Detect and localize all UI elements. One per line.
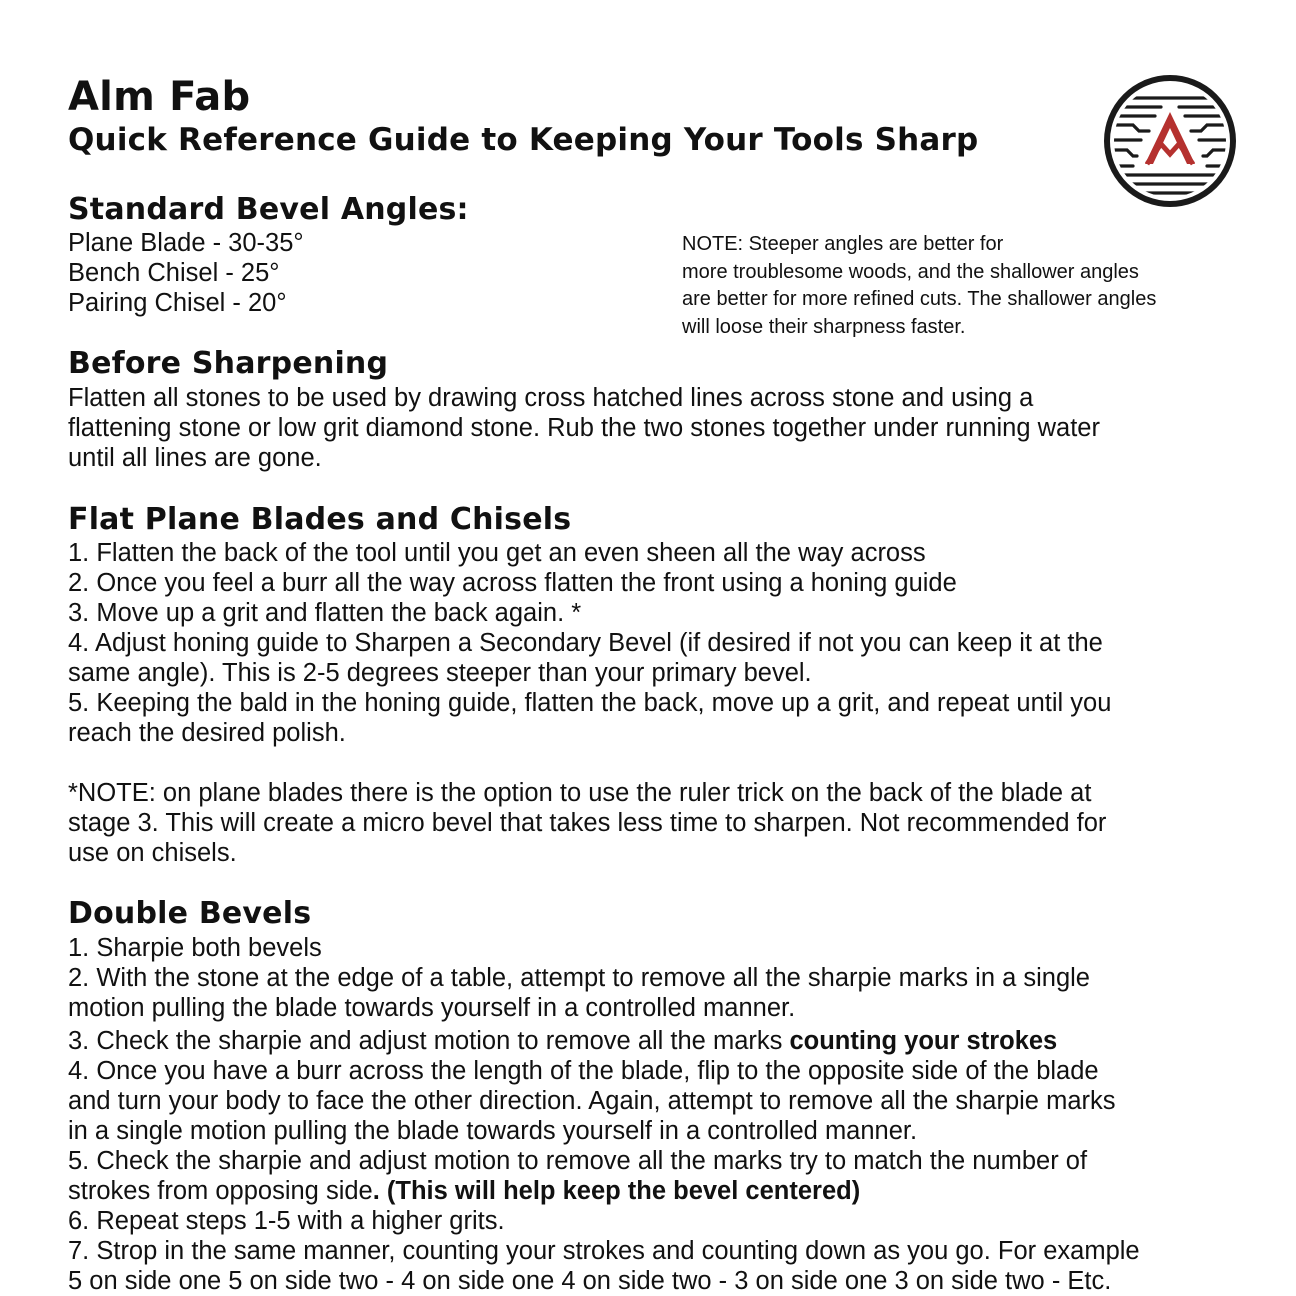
flat-blades-note xyxy=(68,778,1243,868)
step-text: strokes from opposing side xyxy=(68,1177,373,1205)
text-line: Flatten all stones to be used by drawing cross hatched lines across stone and using a xyxy=(68,384,1034,412)
step-line: 6. Repeat steps 1-5 with a higher grits. xyxy=(68,1207,505,1235)
before-sharpening-text xyxy=(68,383,1243,473)
step-line: 5. Check the sharpie and adjust motion to remove all the marks try to match the number of xyxy=(68,1147,1088,1175)
list-item: Plane Blade - 30-35° xyxy=(68,229,304,257)
brand-title: Alm Fab xyxy=(68,74,251,120)
step-line: 7. Strop in the same manner, counting your strokes and counting down as you go. For example xyxy=(68,1237,1140,1265)
alm-fab-logo-icon xyxy=(1103,74,1237,208)
step-line: in a single motion pulling the blade towards yourself in a controlled manner. xyxy=(68,1117,918,1145)
note-line: NOTE: Steeper angles are better for xyxy=(682,233,1004,255)
note-line: more troublesome woods, and the shallower angles xyxy=(682,260,1139,283)
note-line: *NOTE: on plane blades there is the option to use the ruler trick on the back of the blade at xyxy=(68,779,1092,807)
flat-blades-heading: Flat Plane Blades and Chisels xyxy=(68,502,572,537)
step-line: same angle). This is 2-5 degrees steeper than your primary bevel. xyxy=(68,659,812,687)
bevel-angles-note xyxy=(682,231,1242,341)
step-line: 2. Once you feel a burr all the way across flatten the front using a honing guide xyxy=(68,569,957,597)
before-sharpening-heading: Before Sharpening xyxy=(68,346,389,381)
double-bevels-heading: Double Bevels xyxy=(68,896,312,931)
step-emphasis: counting your strokes xyxy=(789,1027,1058,1055)
step-line: 1. Sharpie both bevels xyxy=(68,934,322,962)
note-line: are better for more refined cuts. The shallower angles xyxy=(682,288,1157,310)
text-line: flattening stone or low grit diamond stone. Rub the two stones together under running water xyxy=(68,414,1100,442)
step-line xyxy=(68,1026,1243,1056)
list-item: Pairing Chisel - 20° xyxy=(68,289,287,317)
note-line: will loose their sharpness faster. xyxy=(682,315,966,338)
bevel-angles-heading: Standard Bevel Angles: xyxy=(68,192,469,227)
step-line: 5. Keeping the bald in the honing guide, flatten the back, move up a grit, and repeat until you xyxy=(68,689,1112,717)
flat-blades-steps xyxy=(68,538,1243,748)
page-subtitle: Quick Reference Guide to Keeping Your Tools Sharp xyxy=(68,122,979,158)
step-line: 5 on side one 5 on side two - 4 on side one 4 on side two - 3 on side one 3 on side two - Etc. xyxy=(68,1267,1112,1295)
step-emphasis: . (This will help keep the bevel centered) xyxy=(372,1177,861,1205)
note-line: use on chisels. xyxy=(68,839,237,867)
step-line: 2. With the stone at the edge of a table, attempt to remove all the sharpie marks in a single xyxy=(68,964,1090,992)
step-line: 1. Flatten the back of the tool until you get an even sheen all the way across xyxy=(68,539,926,567)
step-line: reach the desired polish. xyxy=(68,719,346,747)
step-line xyxy=(68,1176,1243,1206)
step-line: motion pulling the blade towards yourself in a controlled manner. xyxy=(68,994,796,1022)
step-line: 3. Move up a grit and flatten the back again. * xyxy=(68,599,582,627)
text-line: until all lines are gone. xyxy=(68,444,322,472)
step-line: and turn your body to face the other direction. Again, attempt to remove all the sharpie marks xyxy=(68,1087,1116,1115)
step-text: 3. Check the sharpie and adjust motion to remove all the marks xyxy=(68,1027,790,1055)
step-line: 4. Adjust honing guide to Sharpen a Secondary Bevel (if desired if not you can keep it at the xyxy=(68,629,1103,657)
step-line: 4. Once you have a burr across the length of the blade, flip to the opposite side of the blade xyxy=(68,1057,1099,1085)
double-bevels-steps xyxy=(68,933,1243,1296)
list-item: Bench Chisel - 25° xyxy=(68,259,280,287)
note-line: stage 3. This will create a micro bevel that takes less time to sharpen. Not recommended for xyxy=(68,809,1107,837)
